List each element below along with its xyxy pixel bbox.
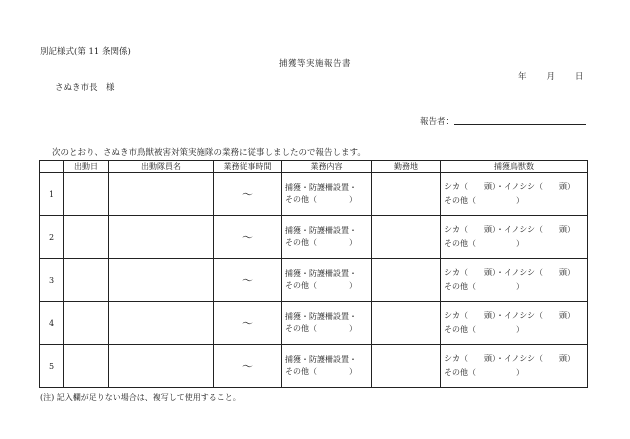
catch-count-line1: シカ（ 頭）・イノシシ（ 頭） bbox=[444, 354, 575, 363]
work-location-cell[interactable] bbox=[372, 216, 441, 259]
work-location-cell[interactable] bbox=[372, 345, 441, 388]
catch-count-cell[interactable] bbox=[441, 216, 588, 259]
work-content-cell[interactable] bbox=[282, 259, 372, 302]
document-title: 捕獲等実施報告書 bbox=[278, 59, 351, 69]
work-content-cell[interactable] bbox=[282, 173, 372, 216]
work-content-line1: 捕獲・防護柵設置・ bbox=[285, 269, 357, 278]
member-name-cell[interactable] bbox=[109, 259, 214, 302]
work-hours-cell[interactable]: ～ bbox=[214, 216, 282, 259]
member-name-cell[interactable] bbox=[109, 302, 214, 345]
work-hours-cell[interactable]: ～ bbox=[214, 345, 282, 388]
work-content-line2: その他（ ） bbox=[285, 238, 357, 247]
catch-count-cell[interactable] bbox=[441, 173, 588, 216]
work-content-cell[interactable] bbox=[282, 302, 372, 345]
dispatch-date-cell[interactable] bbox=[64, 345, 109, 388]
header-work-content: 業務内容 bbox=[282, 161, 372, 173]
work-content-cell[interactable] bbox=[282, 345, 372, 388]
date-month: 月 bbox=[546, 72, 556, 82]
work-content-line1: 捕獲・防護柵設置・ bbox=[285, 226, 357, 235]
row-number: 5 bbox=[40, 345, 64, 388]
catch-count-line1: シカ（ 頭）・イノシシ（ 頭） bbox=[444, 225, 575, 234]
date-day: 日 bbox=[575, 72, 584, 82]
work-content-line1: 捕獲・防護柵設置・ bbox=[285, 183, 357, 192]
catch-count-cell[interactable] bbox=[441, 302, 588, 345]
member-name-cell[interactable] bbox=[109, 345, 214, 388]
work-content-line2: その他（ ） bbox=[285, 324, 357, 333]
work-content-cell[interactable] bbox=[282, 216, 372, 259]
member-name-cell[interactable] bbox=[109, 173, 214, 216]
intro-text: 次のとおり、さぬき市鳥獣被害対策実施隊の業務に従事しましたので報告します。 bbox=[52, 148, 366, 158]
dispatch-date-cell[interactable] bbox=[64, 216, 109, 259]
dispatch-date-cell[interactable] bbox=[64, 302, 109, 345]
catch-count-line1: シカ（ 頭）・イノシシ（ 頭） bbox=[444, 182, 575, 191]
work-content-line2: その他（ ） bbox=[285, 195, 357, 204]
table-row bbox=[40, 259, 588, 302]
catch-count-line2: その他（ ） bbox=[444, 282, 524, 291]
header-member-name: 出動隊員名 bbox=[109, 161, 214, 173]
table-row bbox=[40, 173, 588, 216]
work-location-cell[interactable] bbox=[372, 173, 441, 216]
table-row bbox=[40, 216, 588, 259]
row-number: 2 bbox=[40, 216, 64, 259]
dispatch-date-cell[interactable] bbox=[64, 259, 109, 302]
form-label: 別記様式(第 11 条関係) bbox=[40, 47, 131, 57]
header-number bbox=[40, 161, 64, 173]
report-table bbox=[39, 160, 588, 388]
table-row bbox=[40, 302, 588, 345]
row-number: 3 bbox=[40, 259, 64, 302]
reporter-label: 報告者： bbox=[420, 117, 455, 127]
footnote: (注) 記入欄が足りない場合は、複写して使用すること。 bbox=[40, 393, 241, 402]
work-content-line2: その他（ ） bbox=[285, 367, 357, 376]
work-location-cell[interactable] bbox=[372, 302, 441, 345]
header-work-hours: 業務従事時間 bbox=[214, 161, 282, 173]
work-content-line1: 捕獲・防護柵設置・ bbox=[285, 312, 357, 321]
catch-count-line1: シカ（ 頭）・イノシシ（ 頭） bbox=[444, 268, 575, 277]
date-line bbox=[518, 70, 584, 82]
reporter-signature-line[interactable] bbox=[454, 124, 586, 125]
work-location-cell[interactable] bbox=[372, 259, 441, 302]
catch-count-line2: その他（ ） bbox=[444, 239, 524, 248]
work-content-line1: 捕獲・防護柵設置・ bbox=[285, 355, 357, 364]
catch-count-line2: その他（ ） bbox=[444, 325, 524, 334]
header-catch-count: 捕獲鳥獣数 bbox=[441, 161, 588, 173]
catch-count-cell[interactable] bbox=[441, 345, 588, 388]
catch-count-cell[interactable] bbox=[441, 259, 588, 302]
catch-count-line2: その他（ ） bbox=[444, 196, 524, 205]
row-number: 4 bbox=[40, 302, 64, 345]
work-hours-cell[interactable]: ～ bbox=[214, 302, 282, 345]
table-header-row bbox=[40, 161, 588, 173]
work-hours-cell[interactable]: ～ bbox=[214, 259, 282, 302]
member-name-cell[interactable] bbox=[109, 216, 214, 259]
work-content-line2: その他（ ） bbox=[285, 281, 357, 290]
date-year: 年 bbox=[518, 72, 527, 82]
header-dispatch-date: 出動日 bbox=[64, 161, 109, 173]
table-row bbox=[40, 345, 588, 388]
row-number: 1 bbox=[40, 173, 64, 216]
work-hours-cell[interactable]: ～ bbox=[214, 173, 282, 216]
catch-count-line2: その他（ ） bbox=[444, 368, 524, 377]
header-work-location: 勤務地 bbox=[372, 161, 441, 173]
addressee: さぬき市長 様 bbox=[55, 83, 115, 93]
catch-count-line1: シカ（ 頭）・イノシシ（ 頭） bbox=[444, 311, 575, 320]
dispatch-date-cell[interactable] bbox=[64, 173, 109, 216]
